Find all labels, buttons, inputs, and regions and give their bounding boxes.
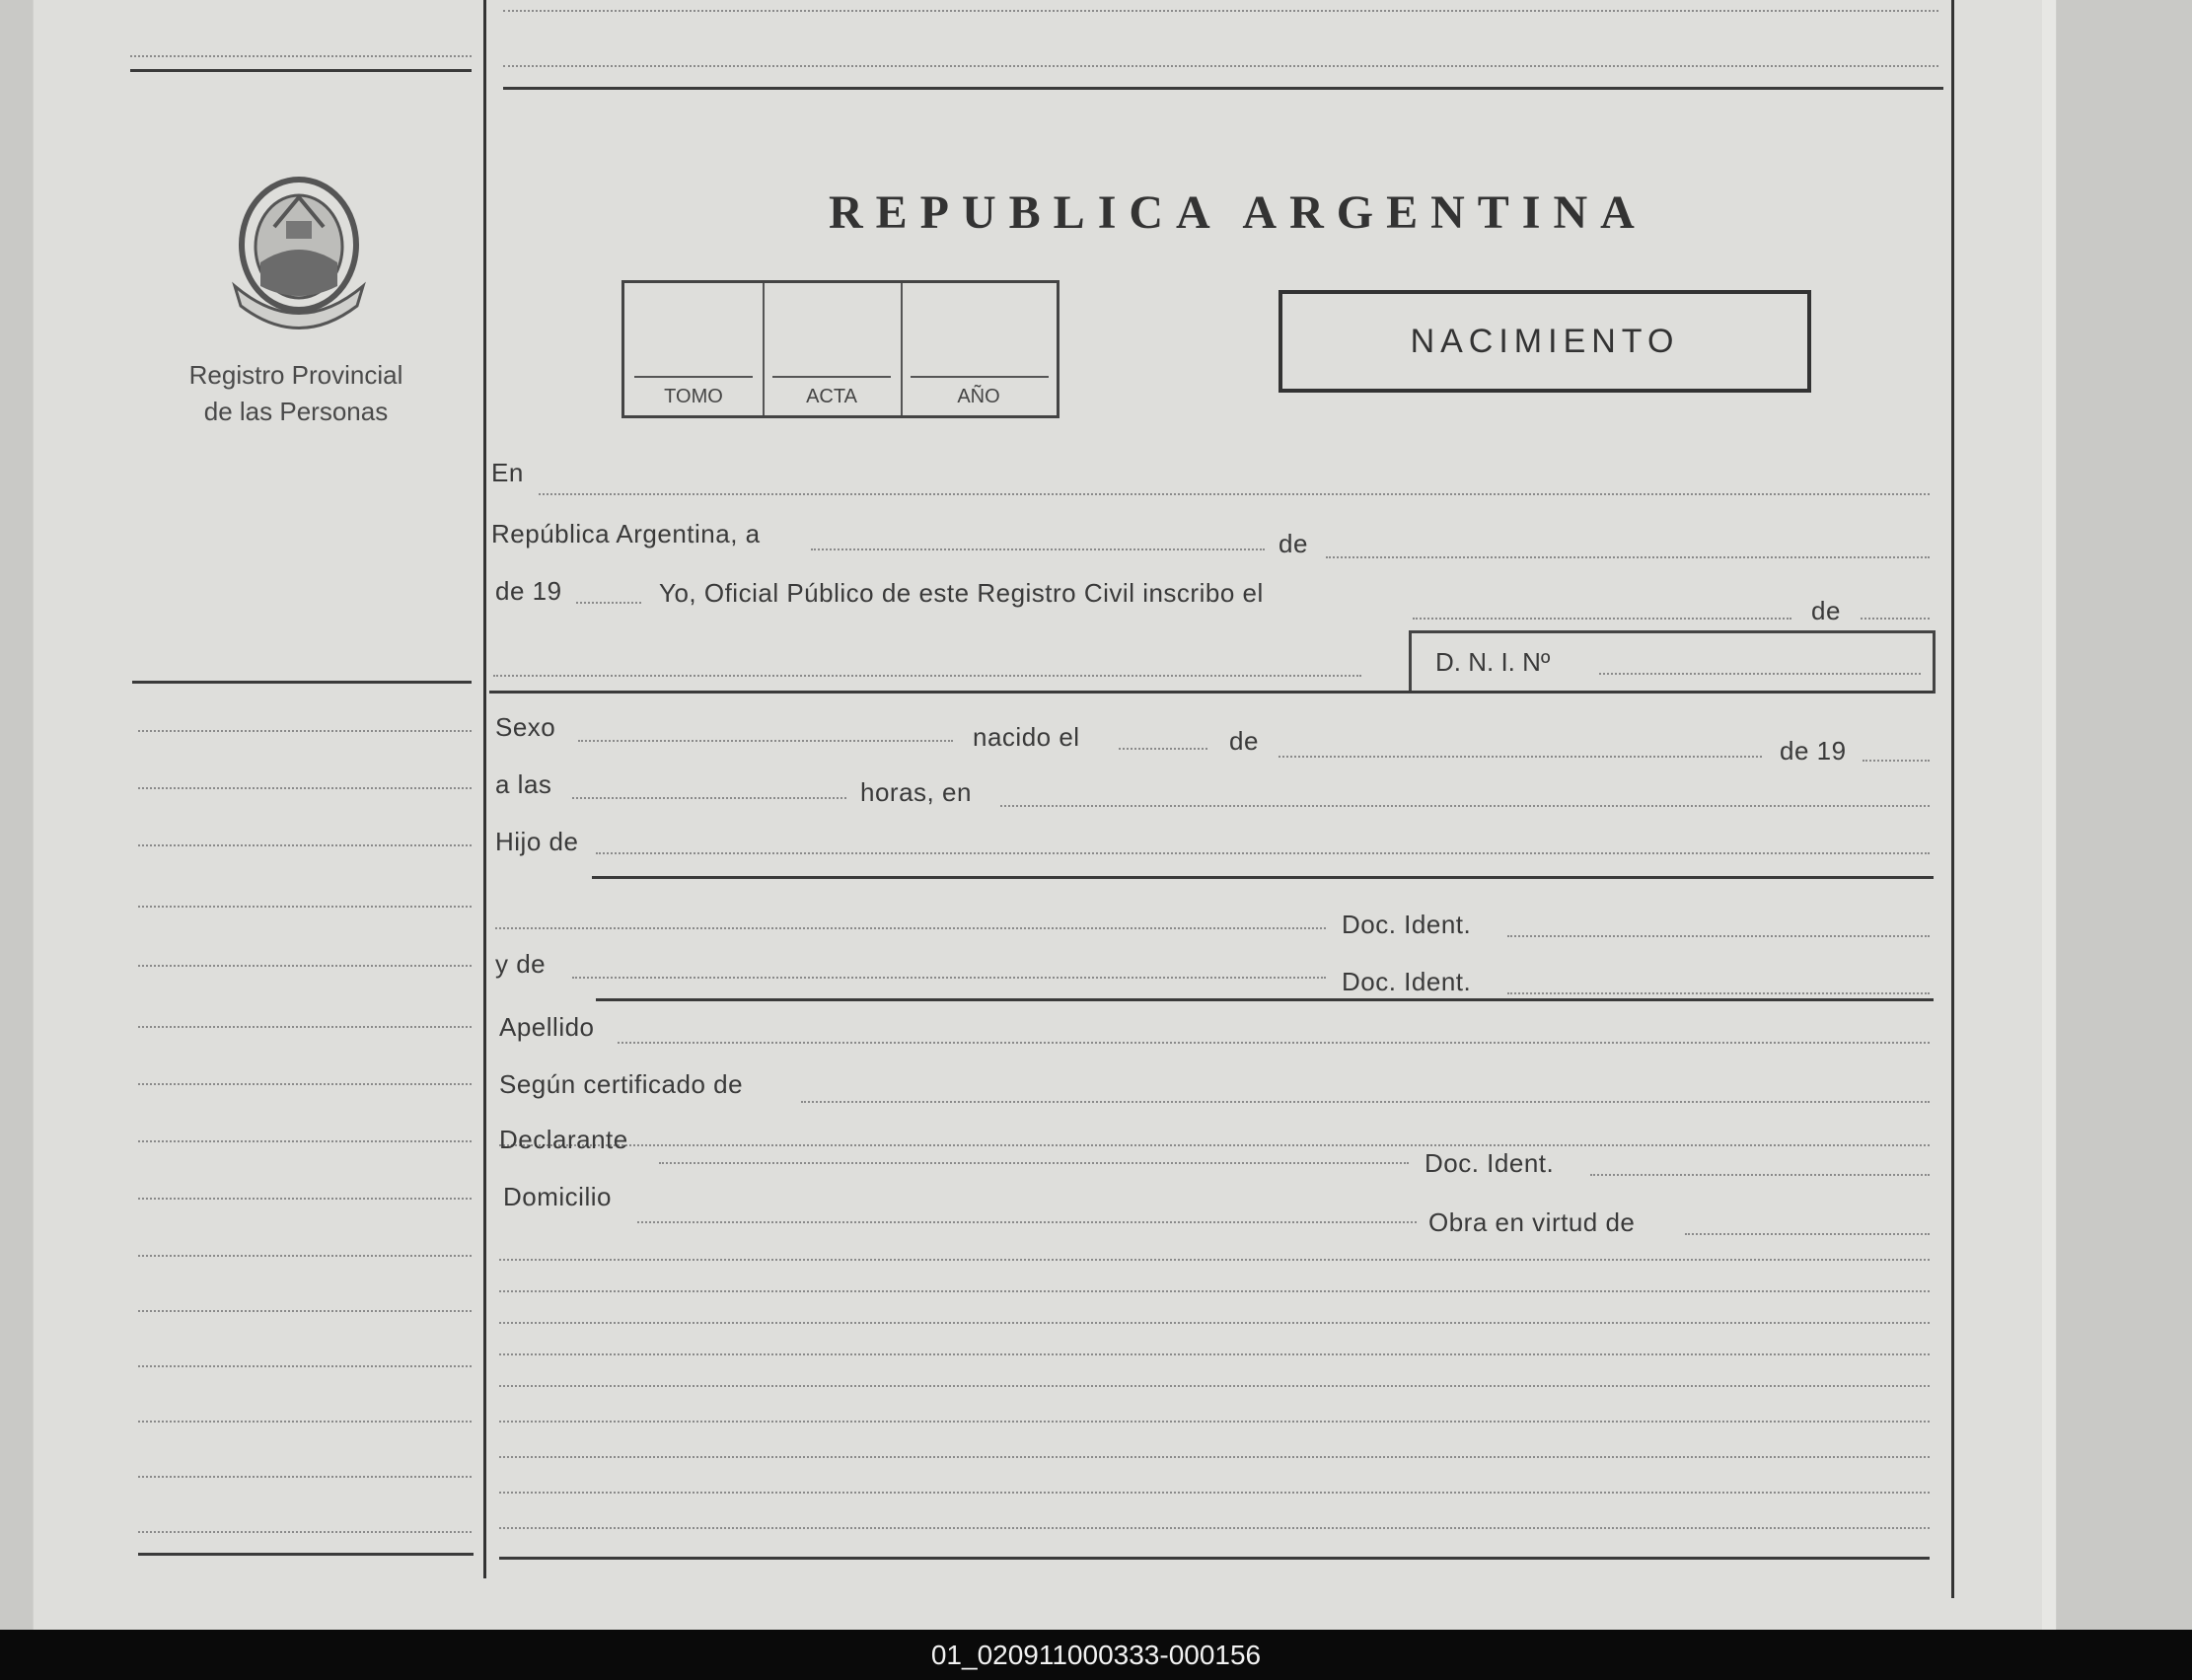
- field-hour: [572, 797, 846, 799]
- bottom-rule: [499, 1557, 1930, 1560]
- field-declarante: [659, 1162, 1409, 1164]
- label-segun: Según certificado de: [499, 1069, 744, 1099]
- field-apellido: [618, 1042, 1930, 1044]
- label-obra: Obra en virtud de: [1428, 1207, 1636, 1237]
- field-father-cont: [495, 927, 1326, 929]
- field-domicilio: [637, 1221, 1417, 1223]
- field-mother: [572, 977, 1326, 979]
- right-border-line: [1951, 0, 1954, 1598]
- label-horas-en: horas, en: [860, 777, 972, 807]
- label-y-de: y de: [495, 949, 547, 979]
- registry-line-1: Registro Provincial: [188, 360, 403, 390]
- field-year: [576, 602, 641, 604]
- label-de: de: [1279, 529, 1308, 558]
- margin-line: [138, 1421, 472, 1423]
- label-apellido: Apellido: [499, 1012, 595, 1042]
- margin-line: [138, 730, 472, 732]
- label-yo-oficial: Yo, Oficial Público de este Registro Civil inscribo el: [659, 578, 1264, 608]
- ano-entry-line: [911, 376, 1049, 378]
- label-de-3: de: [1229, 726, 1259, 756]
- field-birth-month: [1279, 756, 1762, 758]
- field-month: [1326, 556, 1930, 558]
- label-doc-ident-3: Doc. Ident.: [1425, 1148, 1555, 1178]
- tomo-entry-line: [634, 376, 753, 378]
- label-a-las: a las: [495, 769, 552, 799]
- margin-line: [138, 1365, 472, 1367]
- label-republica: República Argentina, a: [491, 519, 761, 548]
- remarks-line: [499, 1353, 1930, 1355]
- registry-line-2: de las Personas: [203, 397, 389, 426]
- act-type-label: NACIMIENTO: [1410, 323, 1680, 360]
- registry-name: [148, 357, 444, 430]
- dni-label: D. N. I. Nº: [1435, 647, 1551, 677]
- field-place: [1000, 805, 1930, 807]
- acta-label: ACTA: [806, 386, 857, 407]
- acta-entry-line: [772, 376, 891, 378]
- margin-line: [138, 1531, 472, 1533]
- margin-line: [138, 1140, 472, 1142]
- left-column-divider: [483, 0, 486, 1578]
- book-reference-box: [621, 280, 1059, 418]
- image-caption: 01_020911000333-000156: [930, 1640, 1262, 1670]
- remarks-line: [499, 1527, 1930, 1529]
- margin-line: [138, 1476, 472, 1478]
- field-declarante-doc: [1590, 1174, 1930, 1176]
- remarks-line: [499, 1385, 1930, 1387]
- mother-rule: [596, 998, 1934, 1001]
- father-rule: [592, 876, 1934, 879]
- field-inscribo-month: [1861, 618, 1930, 620]
- margin-line: [138, 965, 472, 967]
- label-de-2: de: [1811, 596, 1841, 625]
- field-certificado: [801, 1101, 1930, 1103]
- label-de-19: de 19: [495, 576, 562, 606]
- label-de-19-b: de 19: [1780, 736, 1847, 766]
- act-type-box: [1279, 290, 1811, 393]
- left-top-rule: [130, 69, 472, 72]
- field-sexo: [578, 740, 953, 742]
- page-title: REPUBLICA ARGENTINA: [829, 186, 1647, 239]
- field-inscribo: [1413, 618, 1791, 620]
- ano-label: AÑO: [957, 386, 1000, 407]
- remarks-line: [499, 1492, 1930, 1494]
- remarks-line: [499, 1259, 1930, 1261]
- field-dni: [1599, 673, 1921, 675]
- label-en: En: [491, 458, 524, 487]
- margin-line: [138, 844, 472, 846]
- top-rule: [503, 87, 1943, 90]
- label-sexo: Sexo: [495, 712, 556, 742]
- label-nacido-el: nacido el: [973, 722, 1080, 752]
- margin-line: [138, 787, 472, 789]
- field-day: [811, 548, 1265, 550]
- label-doc-ident-2: Doc. Ident.: [1342, 967, 1472, 996]
- tomo-label: TOMO: [664, 386, 723, 407]
- field-father: [596, 852, 1930, 854]
- margin-line: [138, 1310, 472, 1312]
- left-section-rule: [132, 681, 472, 684]
- margin-line: [138, 1083, 472, 1085]
- field-father-doc: [1507, 935, 1930, 937]
- field-birth-day: [1119, 748, 1207, 750]
- field-mother-doc: [1507, 992, 1930, 994]
- remarks-line: [499, 1322, 1930, 1324]
- form-section-rule: [489, 691, 1934, 694]
- left-bottom-rule: [138, 1553, 474, 1556]
- top-dotted-line-2: [503, 65, 1938, 67]
- field-birth-year: [1863, 760, 1930, 762]
- field-en: [539, 493, 1930, 495]
- remarks-line: [499, 1456, 1930, 1458]
- label-hijo-de: Hijo de: [495, 827, 579, 856]
- remarks-line: [499, 1290, 1930, 1292]
- field-inscribo-cont: [493, 675, 1361, 677]
- left-top-dotted-line: [130, 55, 472, 57]
- dni-box: [1409, 630, 1936, 694]
- field-obra: [1685, 1233, 1930, 1235]
- label-declarante: Declarante: [499, 1125, 628, 1154]
- label-domicilio: Domicilio: [503, 1182, 612, 1211]
- margin-line: [138, 1255, 472, 1257]
- field-certificado-cont: [499, 1144, 1930, 1146]
- label-doc-ident-1: Doc. Ident.: [1342, 910, 1472, 939]
- provincial-seal-icon: [225, 168, 373, 333]
- margin-line: [138, 906, 472, 908]
- top-dotted-line-1: [503, 10, 1938, 12]
- remarks-line: [499, 1421, 1930, 1423]
- margin-line: [138, 1198, 472, 1200]
- margin-line: [138, 1026, 472, 1028]
- paper-edge: [2042, 0, 2056, 1630]
